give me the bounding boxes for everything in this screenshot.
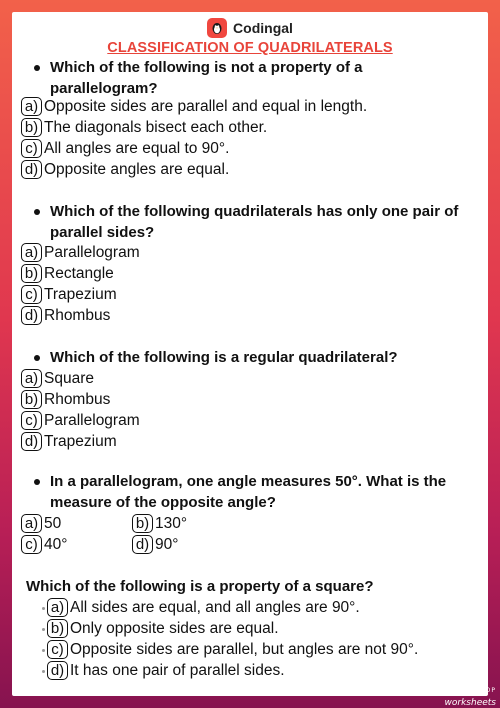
sub-bullet-icon (42, 649, 45, 652)
option-letter: d) (132, 535, 153, 554)
option-text: It has one pair of parallel sides. (70, 662, 285, 679)
brand-name: Codingal (233, 20, 293, 36)
question-1 (50, 57, 470, 99)
option-4d[interactable] (132, 534, 178, 555)
sub-bullet-icon (42, 628, 45, 631)
option-letter: b) (21, 390, 42, 409)
bullet-icon (34, 355, 40, 361)
option-5a[interactable] (47, 597, 360, 618)
question-5 (26, 576, 466, 597)
bullet-icon (34, 209, 40, 215)
question-text: Which of the following quadrilaterals has only one pair of parallel sides? (50, 203, 459, 241)
option-letter: b) (21, 118, 42, 137)
sub-bullet-icon (42, 607, 45, 610)
question-text: In a parallelogram, one angle measures 50°. What is the measure of the opposite angle? (50, 473, 447, 511)
option-letter: a) (47, 598, 68, 617)
option-1c[interactable] (21, 138, 229, 159)
option-text: 40° (44, 536, 68, 553)
option-3b[interactable] (21, 389, 110, 410)
option-text: Square (44, 370, 94, 387)
option-letter: d) (47, 661, 68, 680)
option-text: Rhombus (44, 307, 111, 324)
option-4b[interactable] (132, 513, 187, 534)
option-letter: c) (21, 411, 42, 430)
bullet-icon (34, 65, 40, 71)
question-text: Which of the following is a regular quadrilateral? (50, 349, 398, 366)
question-2 (50, 201, 480, 243)
option-letter: a) (21, 97, 42, 116)
option-letter: d) (21, 306, 42, 325)
question-4 (50, 471, 470, 513)
option-text: Parallelogram (44, 244, 140, 261)
worksheet-page (12, 12, 488, 696)
option-2d[interactable] (21, 305, 110, 326)
option-3d[interactable] (21, 431, 117, 452)
question-3 (50, 347, 480, 368)
question-text: Which of the following is not a property of a parallelogram? (50, 59, 363, 97)
option-letter: c) (21, 535, 42, 554)
option-1d[interactable] (21, 159, 229, 180)
option-2c[interactable] (21, 284, 117, 305)
option-text: 90° (155, 536, 179, 553)
option-5c[interactable] (47, 639, 418, 660)
option-text: Parallelogram (44, 412, 140, 429)
option-letter: b) (132, 514, 153, 533)
watermark-top: TOP (480, 687, 496, 694)
option-text: Opposite angles are equal. (44, 161, 230, 178)
option-4a[interactable] (21, 513, 61, 534)
option-5b[interactable] (47, 618, 279, 639)
option-text: Trapezium (44, 286, 117, 303)
option-letter: d) (21, 432, 42, 451)
brand-header (12, 18, 488, 38)
bullet-icon (34, 479, 40, 485)
option-text: Only opposite sides are equal. (70, 620, 279, 637)
option-text: Rectangle (44, 265, 114, 282)
option-letter: c) (21, 285, 42, 304)
option-text: 130° (155, 515, 188, 532)
option-3a[interactable] (21, 368, 94, 389)
option-text: The diagonals bisect each other. (44, 119, 268, 136)
option-text: Opposite sides are parallel, but angles are not 90°. (70, 641, 419, 658)
option-2a[interactable] (21, 242, 140, 263)
topworksheets-watermark (445, 686, 496, 708)
option-letter: c) (21, 139, 42, 158)
penguin-logo-icon (207, 18, 227, 38)
option-letter: a) (21, 514, 42, 533)
option-letter: c) (47, 640, 68, 659)
option-1a[interactable] (21, 96, 367, 117)
option-1b[interactable] (21, 117, 267, 138)
option-text: Rhombus (44, 391, 111, 408)
option-5d[interactable] (47, 660, 285, 681)
option-3c[interactable] (21, 410, 140, 431)
option-letter: a) (21, 369, 42, 388)
option-text: 50 (44, 515, 62, 532)
option-text: Trapezium (44, 433, 117, 450)
option-letter: a) (21, 243, 42, 262)
watermark-worksheets: worksheets (444, 698, 496, 708)
option-2b[interactable] (21, 263, 114, 284)
option-text: Opposite sides are parallel and equal in length. (44, 98, 368, 115)
option-text: All angles are equal to 90°. (44, 140, 230, 157)
sub-bullet-icon (42, 670, 45, 673)
option-4c[interactable] (21, 534, 67, 555)
option-text: All sides are equal, and all angles are 90°. (70, 599, 360, 616)
option-letter: b) (47, 619, 68, 638)
option-letter: b) (21, 264, 42, 283)
page-title: CLASSIFICATION OF QUADRILATERALS (107, 40, 393, 56)
option-letter: d) (21, 160, 42, 179)
question-text: Which of the following is a property of a square? (26, 578, 374, 595)
